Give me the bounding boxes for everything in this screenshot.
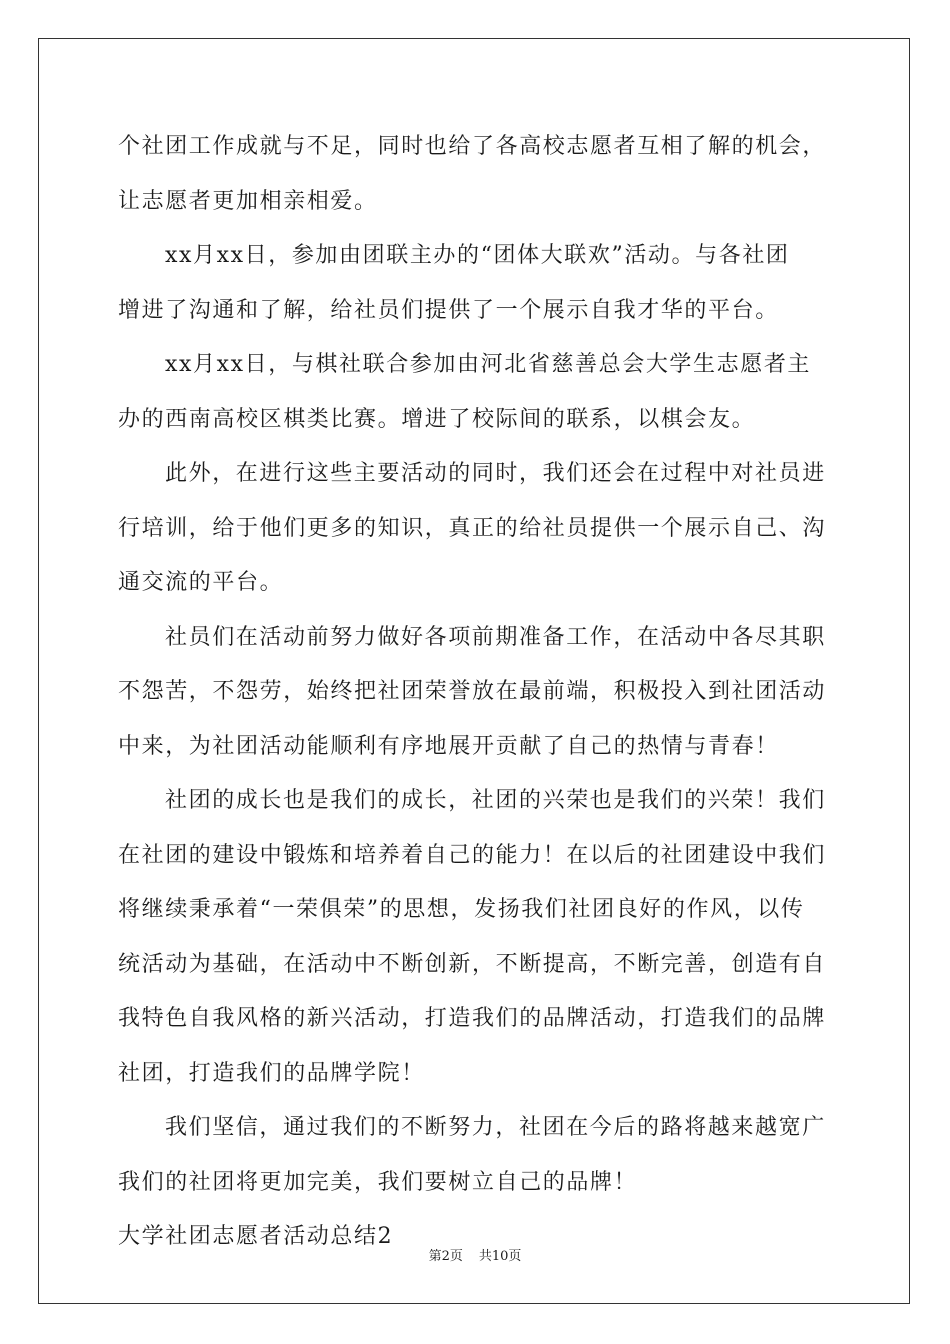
page-total: 共10页 <box>478 1249 522 1264</box>
text-line: 社团，打造我们的品牌学院！ <box>118 1060 425 1086</box>
text-line: 统活动为基础，在活动中不断创新，不断提高，不断完善，创造有自 <box>118 951 827 977</box>
text-line: 中来，为社团活动能顺利有序地展开贡献了自己的热情与青春！ <box>118 733 779 759</box>
text-line: 不怨苦，不怨劳，始终把社团荣誉放在最前端，积极投入到社团活动 <box>118 679 827 704</box>
text-line: 在社团的建设中锻炼和培养着自己的能力！在以后的社团建设中我们 <box>118 842 827 868</box>
text-line: 我们坚信，通过我们的不断努力，社团在今后的路将越来越宽广 <box>165 1115 826 1140</box>
section-heading: 大学社团志愿者活动总结2 <box>118 1224 394 1249</box>
text-line: 行培训，给于他们更多的知识，真正的给社员提供一个展示自己、沟 <box>118 515 827 541</box>
text-line: 此外，在进行这些主要活动的同时，我们还会在过程中对社员进 <box>165 461 826 486</box>
page-footer <box>0 1248 950 1266</box>
text-line: 我特色自我风格的新兴活动，打造我们的品牌活动，打造我们的品牌 <box>118 1006 827 1031</box>
document-body <box>118 120 838 1265</box>
text-line: xx月xx日，参加由团联主办的“团体大联欢”活动。与各社团 <box>165 243 790 268</box>
text-line: 通交流的平台。 <box>118 570 284 595</box>
text-line: 办的西南高校区棋类比赛。增进了校际间的联系，以棋会友。 <box>118 406 756 432</box>
text-line: 社员们在活动前努力做好各项前期准备工作，在活动中各尽其职 <box>165 624 826 650</box>
text-line: 个社团工作成就与不足，同时也给了各高校志愿者互相了解的机会， <box>118 134 827 159</box>
text-line: 让志愿者更加相亲相爱。 <box>118 188 378 214</box>
text-line: 我们的社团将更加完美，我们要树立自己的品牌！ <box>118 1169 638 1195</box>
text-line: xx月xx日，与棋社联合参加由河北省慈善总会大学生志愿者主 <box>165 352 812 377</box>
text-line: 增进了沟通和了解，给社员们提供了一个展示自我才华的平台。 <box>118 297 779 323</box>
text-line: 社团的成长也是我们的成长，社团的兴荣也是我们的兴荣！我们 <box>165 788 826 813</box>
text-line: 将继续秉承着“一荣俱荣”的思想，发扬我们社团良好的作风，以传 <box>118 897 805 922</box>
page-number: 第2页 <box>428 1249 463 1264</box>
